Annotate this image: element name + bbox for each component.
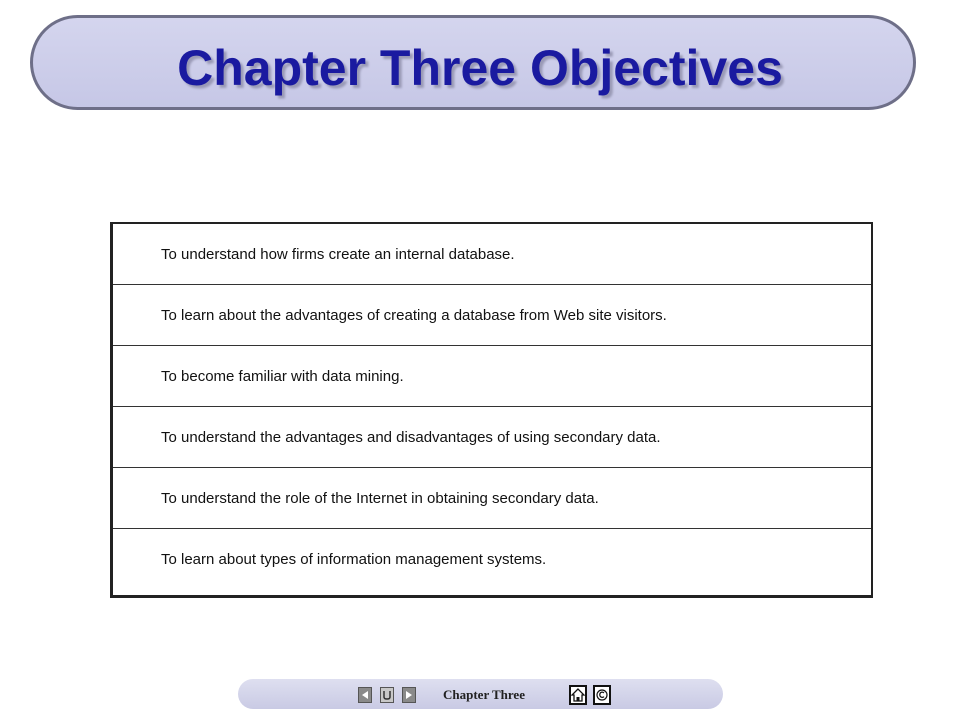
u-icon [381, 688, 393, 702]
objective-row: To understand the role of the Internet in obtaining secondary data. [113, 468, 871, 529]
footer-chapter-label: Chapter Three [443, 687, 525, 702]
objective-row: To learn about the advantages of creating a database from Web site visitors. [113, 285, 871, 346]
prev-slide-button[interactable] [358, 687, 372, 703]
objective-row: To understand the advantages and disadvantages of using secondary data. [113, 407, 871, 468]
up-button[interactable] [380, 687, 394, 703]
triangle-right-icon [403, 688, 415, 702]
copyright-button[interactable] [593, 685, 611, 705]
next-slide-button[interactable] [402, 687, 416, 703]
objective-row: To learn about types of information management systems. [161, 551, 547, 568]
footer-nav-bar [238, 679, 723, 709]
triangle-left-icon [359, 688, 371, 702]
slide-title: Chapter Three Objectives [177, 40, 783, 96]
copyright-icon [595, 687, 609, 703]
home-icon [571, 687, 585, 703]
home-button[interactable] [569, 685, 587, 705]
objective-row: To become familiar with data mining. [113, 346, 871, 407]
objectives-table [110, 222, 873, 598]
objective-row: To understand how firms create an internal database. [113, 224, 871, 285]
